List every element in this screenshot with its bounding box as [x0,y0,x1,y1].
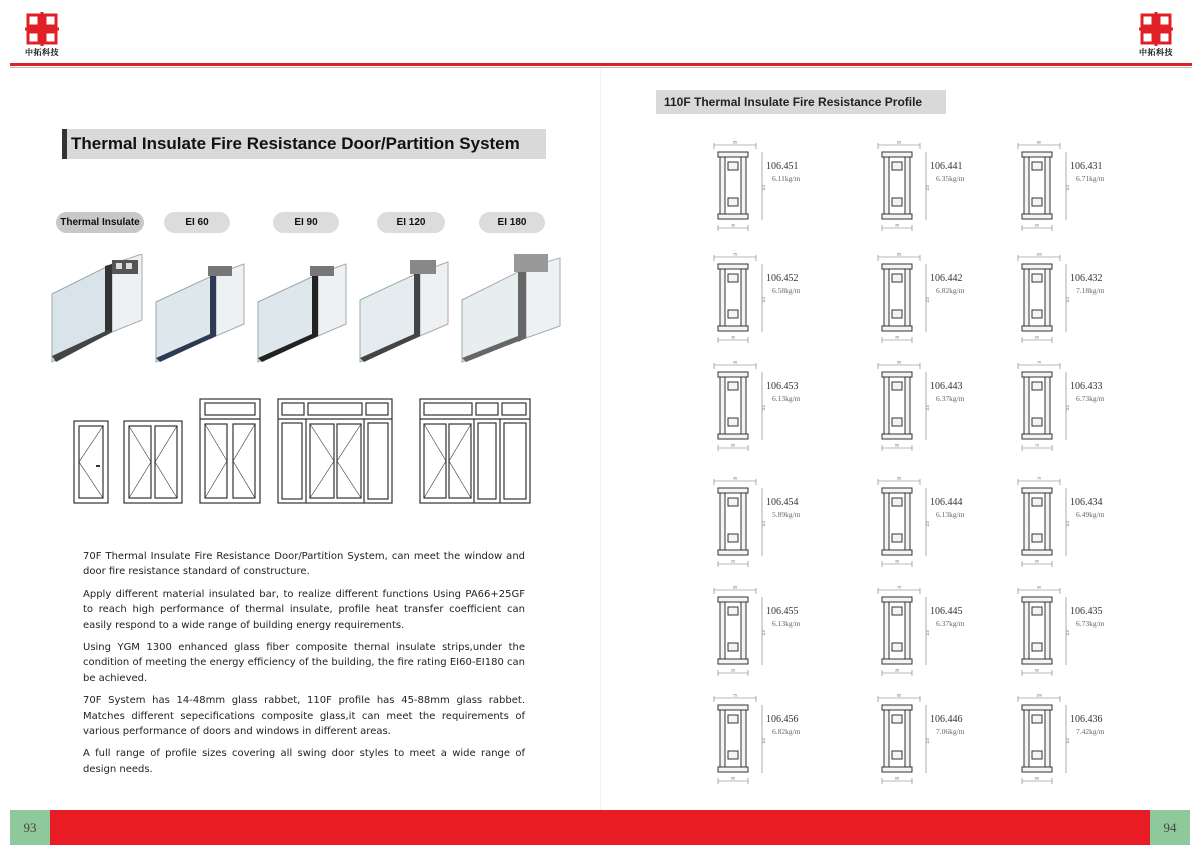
brand-name: 中拓科技 [1139,48,1173,57]
paragraph: A full range of profile sizes covering all swing door styles to meet a wide range of design needs. [83,748,525,775]
top-dimension-label: 65 [897,140,901,145]
bottom-dimension-label: 35 [731,223,735,228]
bottom-dimension-label: 55 [731,776,735,781]
profile-weight: 6.71kg/m [1076,174,1105,183]
door-elevation-double-sidelights [276,395,396,507]
profile-code: 106.454 [766,497,799,508]
profile-section-drawing [708,360,768,452]
height-dimension-label: 110 [762,297,766,303]
bottom-dimension-label: 70 [1035,443,1039,448]
page-number-left: 93 [10,810,50,845]
bottom-dimension-label: 25 [731,668,735,673]
profile-card [708,693,801,785]
profile-render-ei90 [254,254,350,366]
profile-section-drawing [1012,585,1072,677]
profile-weight: 6.37kg/m [936,619,965,628]
profile-section-drawing [872,693,932,785]
bottom-dimension-label: 45 [895,223,899,228]
height-dimension-label: 110 [926,738,930,744]
profile-weight: 6.73kg/m [1076,619,1105,628]
top-dimension-label: 55 [733,140,737,145]
height-dimension-label: 110 [1066,405,1070,411]
bottom-dimension-label: 35 [895,559,899,564]
paragraph: Using YGM 1300 enhanced glass fiber composite thernal insulate strips,under the condition of meeting the energy efficiency of the building, the fire rating EI60-EI180 can be achieved. [83,642,525,684]
profile-card [1012,360,1105,452]
profile-weight: 7.42kg/m [1076,727,1105,736]
profile-code: 106.434 [1070,497,1103,508]
profile-card [872,693,965,785]
profile-weight: 7.06kg/m [936,727,965,736]
profile-weight: 6.82kg/m [936,286,965,295]
top-dimension-label: 100 [1036,252,1042,257]
profile-code: 106.432 [1070,273,1103,284]
profile-code: 106.456 [766,714,799,725]
profile-weight: 7.18kg/m [1076,286,1105,295]
rating-pill-ei90: EI 90 [273,212,339,233]
profile-section-drawing [1012,252,1072,344]
logo-mark-icon [1139,12,1173,46]
profile-code: 106.443 [930,381,963,392]
bottom-dimension-label: 65 [731,443,735,448]
top-dimension-label: 90 [1037,585,1041,590]
top-dimension-label: 80 [1037,140,1041,145]
profile-weight: 6.13kg/m [772,394,801,403]
profile-section-drawing [708,476,768,568]
bottom-dimension-label: 50 [1035,668,1039,673]
door-elevation-double [122,395,186,505]
profile-code: 106.453 [766,381,799,392]
profile-card [1012,585,1105,677]
height-dimension-label: 110 [926,521,930,527]
page-fold [600,70,601,810]
height-dimension-label: 110 [762,738,766,744]
header-rule-gray [10,67,1192,68]
profile-weight: 6.13kg/m [936,510,965,519]
profile-section-drawing [1012,360,1072,452]
bottom-dimension-label: 65 [895,776,899,781]
height-dimension-label: 110 [926,405,930,411]
top-dimension-label: 45 [733,360,737,365]
profile-card [708,252,801,344]
profile-card [872,360,965,452]
door-elevation-double-wide-sidelights [418,395,532,507]
profile-section-drawing [872,252,932,344]
profile-section-drawing [872,476,932,568]
profile-code: 106.451 [766,161,799,172]
top-dimension-label: 70 [1037,360,1041,365]
top-dimension-label: 75 [733,252,737,257]
brand-name: 中拓科技 [25,48,59,57]
profile-code: 106.441 [930,161,963,172]
profile-section-drawing [872,585,932,677]
profile-weight: 6.82kg/m [772,727,801,736]
height-dimension-label: 110 [762,521,766,527]
height-dimension-label: 110 [926,630,930,636]
bottom-dimension-label: 55 [895,443,899,448]
profile-card [1012,252,1105,344]
profile-code: 106.446 [930,714,963,725]
profile-render-ei60 [152,254,248,366]
bottom-dimension-label: 60 [1035,223,1039,228]
bottom-dimension-label: 60 [1035,335,1039,340]
door-elevation-double-transom [198,395,264,507]
profile-weight: 6.35kg/m [936,174,965,183]
profile-code: 106.452 [766,273,799,284]
profile-section-drawing [708,140,768,232]
brand-logo-right [1136,12,1176,58]
header-rule-red [10,63,1192,66]
top-dimension-label: 70 [1037,476,1041,481]
top-dimension-label: 100 [1036,693,1042,698]
height-dimension-label: 110 [926,185,930,191]
profile-code: 106.442 [930,273,963,284]
rating-pill-ei180: EI 180 [479,212,545,233]
profile-card [708,476,801,568]
height-dimension-label: 110 [762,185,766,191]
profile-code: 106.455 [766,606,799,617]
profile-code: 106.445 [930,606,963,617]
profile-section-drawing [872,140,932,232]
profile-card [1012,140,1105,232]
paragraph: 70F System has 14-48mm glass rabbet, 110F profile has 45-88mm glass rabbet. Matches different sepecifications composite glass,it can meet the requirements of various performance of doors and windows in different areas. [83,695,525,738]
bottom-dimension-label: 35 [895,668,899,673]
profile-section-drawing [708,693,768,785]
profile-weight: 6.58kg/m [772,286,801,295]
profile-card [708,585,801,677]
profile-weight: 6.49kg/m [1076,510,1105,519]
rating-pill-thermal-insulate: Thermal Insulate [56,212,144,233]
door-elevation-single [72,395,112,505]
profile-section-drawing [1012,693,1072,785]
rating-pill-ei120: EI 120 [377,212,445,233]
profile-card [708,360,801,452]
profile-section-drawing [872,360,932,452]
paragraph: 70F Thermal Insulate Fire Resistance Door/Partition System, can meet the window and door fire resistance standard of constructure. [83,551,525,578]
right-page-title: 110F Thermal Insulate Fire Resistance Profile [656,90,946,114]
profile-weight: 6.73kg/m [1076,394,1105,403]
profile-card [872,476,965,568]
description-text [83,549,525,784]
bottom-dimension-label: 25 [731,559,735,564]
profile-code: 106.444 [930,497,963,508]
profile-render-thermal-insulate [50,254,146,366]
profile-section-drawing [708,585,768,677]
top-dimension-label: 75 [897,585,901,590]
left-page-title: Thermal Insulate Fire Resistance Door/Partition System [62,129,546,159]
top-dimension-label: 55 [897,360,901,365]
profile-card [708,140,801,232]
footer-band [50,810,1150,845]
height-dimension-label: 110 [1066,521,1070,527]
brand-logo-left [22,12,62,58]
profile-weight: 6.11kg/m [772,174,801,183]
profile-card [872,252,965,344]
top-dimension-label: 85 [897,252,901,257]
height-dimension-label: 110 [1066,185,1070,191]
profile-card [872,585,965,677]
height-dimension-label: 110 [762,630,766,636]
top-dimension-label: 85 [897,693,901,698]
profile-section-drawing [1012,476,1072,568]
bottom-dimension-label: 45 [895,335,899,340]
height-dimension-label: 110 [1066,297,1070,303]
profile-code: 106.435 [1070,606,1103,617]
logo-mark-icon [25,12,59,46]
height-dimension-label: 110 [1066,738,1070,744]
profile-card [872,140,965,232]
profile-weight: 5.89kg/m [772,510,801,519]
profile-render-ei180 [460,254,564,366]
height-dimension-label: 110 [926,297,930,303]
rating-pill-ei60: EI 60 [164,212,230,233]
paragraph: Apply different material insulated bar, to realize different functions Using PA66+25GF to reach high performance of thermal insulate, profile heat transfer coefficient can easily respond to a wide range of building energy requirements. [83,588,525,631]
top-dimension-label: 65 [733,585,737,590]
profile-weight: 6.37kg/m [936,394,965,403]
bottom-dimension-label: 35 [731,335,735,340]
bottom-dimension-label: 50 [1035,559,1039,564]
profile-render-ei120 [356,254,452,366]
top-dimension-label: 45 [733,476,737,481]
top-dimension-label: 75 [733,693,737,698]
profile-code: 106.436 [1070,714,1103,725]
bottom-dimension-label: 80 [1035,776,1039,781]
top-dimension-label: 55 [897,476,901,481]
height-dimension-label: 110 [1066,630,1070,636]
profile-weight: 6.13kg/m [772,619,801,628]
profile-section-drawing [1012,140,1072,232]
profile-code: 106.433 [1070,381,1103,392]
page-number-right: 94 [1150,810,1190,845]
height-dimension-label: 110 [762,405,766,411]
profile-card [1012,476,1105,568]
profile-code: 106.431 [1070,161,1103,172]
profile-card [1012,693,1105,785]
profile-section-drawing [708,252,768,344]
